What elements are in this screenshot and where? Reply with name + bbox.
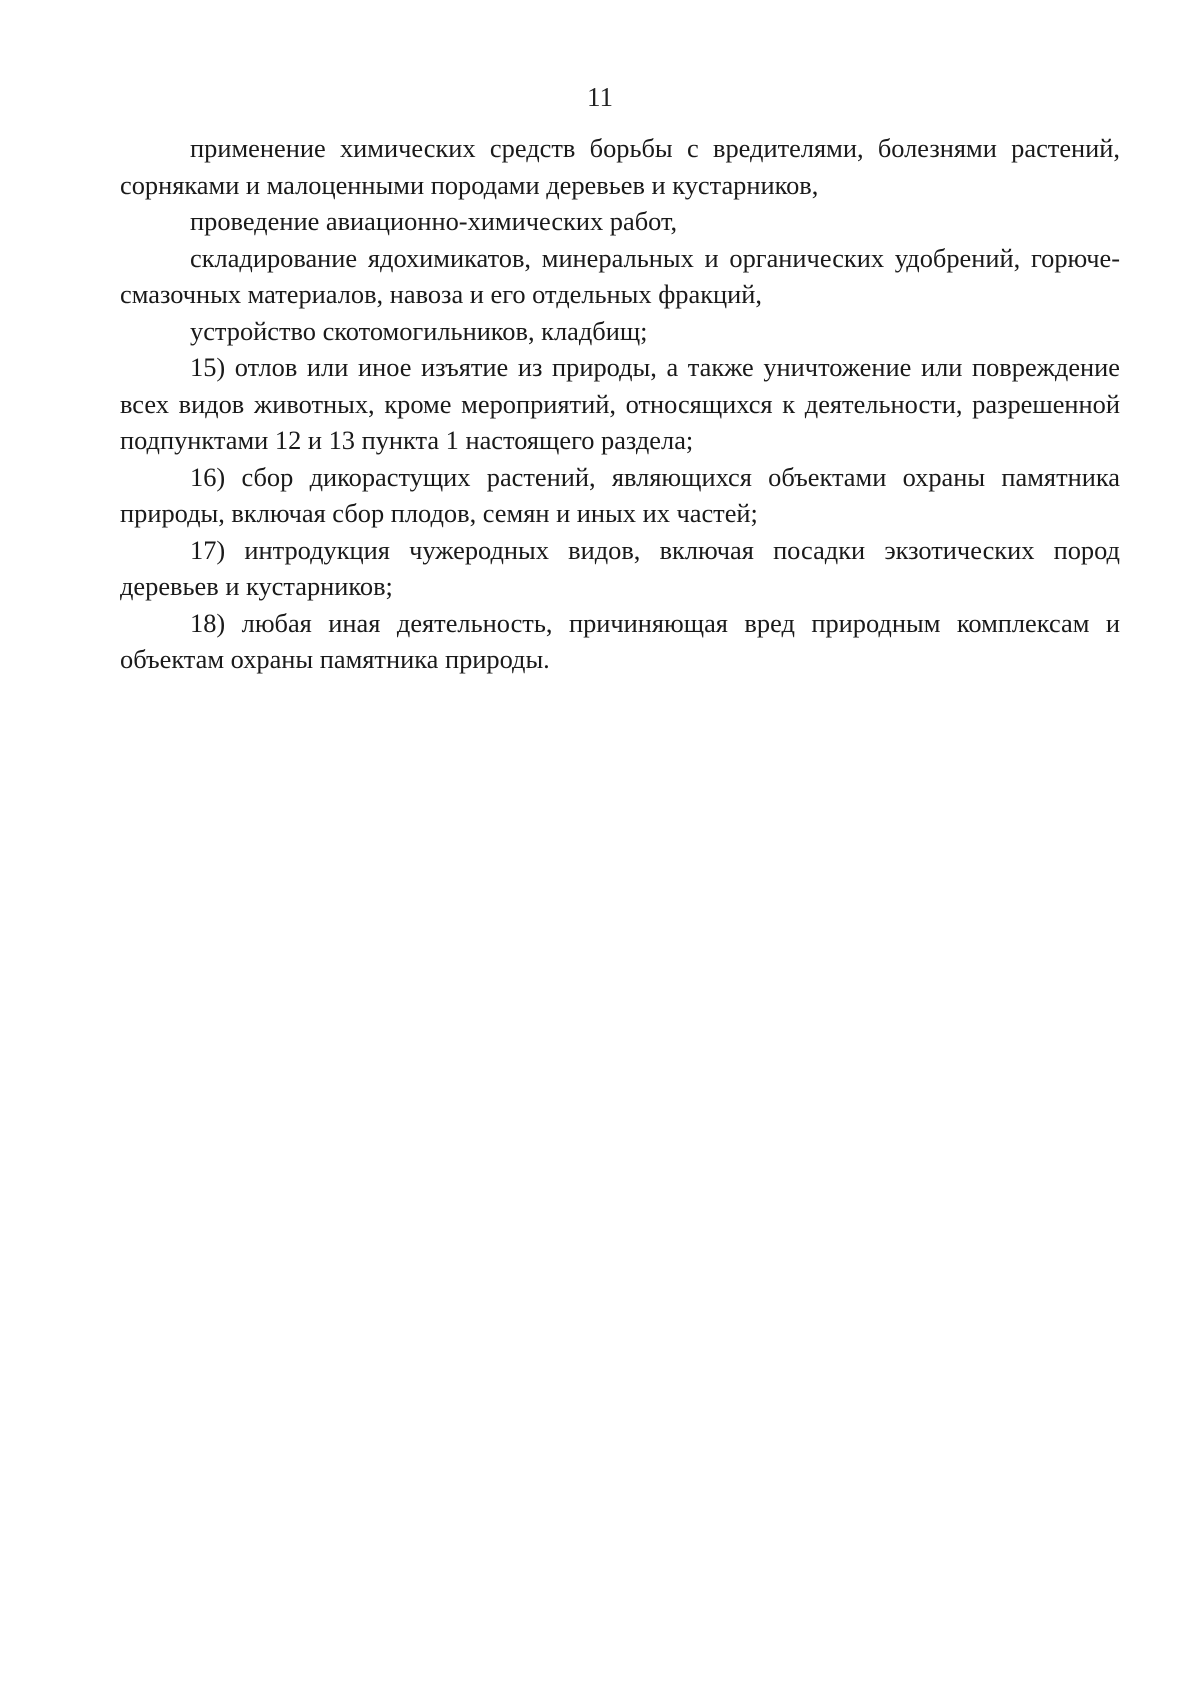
paragraph-burial-grounds: устройство скотомогильников, кладбищ; (190, 315, 648, 346)
paragraph-item-16: 16) сбор дикорастущих растений, являющихся объектами охраны памятника природы, включая сбор плодов, семян и иных их частей; (120, 461, 1120, 528)
paragraph-storage: складирование ядохимикатов, минеральных и органических удобрений, горюче-смазочных материалов, навоза и его отдельных фракций, (120, 242, 1120, 309)
paragraph-item-15: 15) отлов или иное изъятие из природы, а также уничтожение или повреждение всех видов животных, кроме мероприятий, относящихся к деятельности, разрешенной подпунктами 12 и 13 пункта 1 настоящего раздела; (120, 352, 1120, 455)
paragraph-item-17: 17) интродукция чужеродных видов, включая посадки экзотических пород деревьев и кустарников; (120, 534, 1120, 601)
document-body (120, 130, 1120, 678)
page-number: 11 (587, 82, 613, 112)
paragraph-aviation-chemical-works: проведение авиационно-химических работ, (190, 206, 678, 236)
paragraph-item-18: 18) любая иная деятельность, причиняющая вред природным комплексам и объектам охраны памятника природы. (120, 607, 1120, 674)
paragraph-chemical-control: применение химических средств борьбы с вредителями, болезнями растений, сорняками и малоценными породами деревьев и кустарников, (120, 133, 1120, 200)
